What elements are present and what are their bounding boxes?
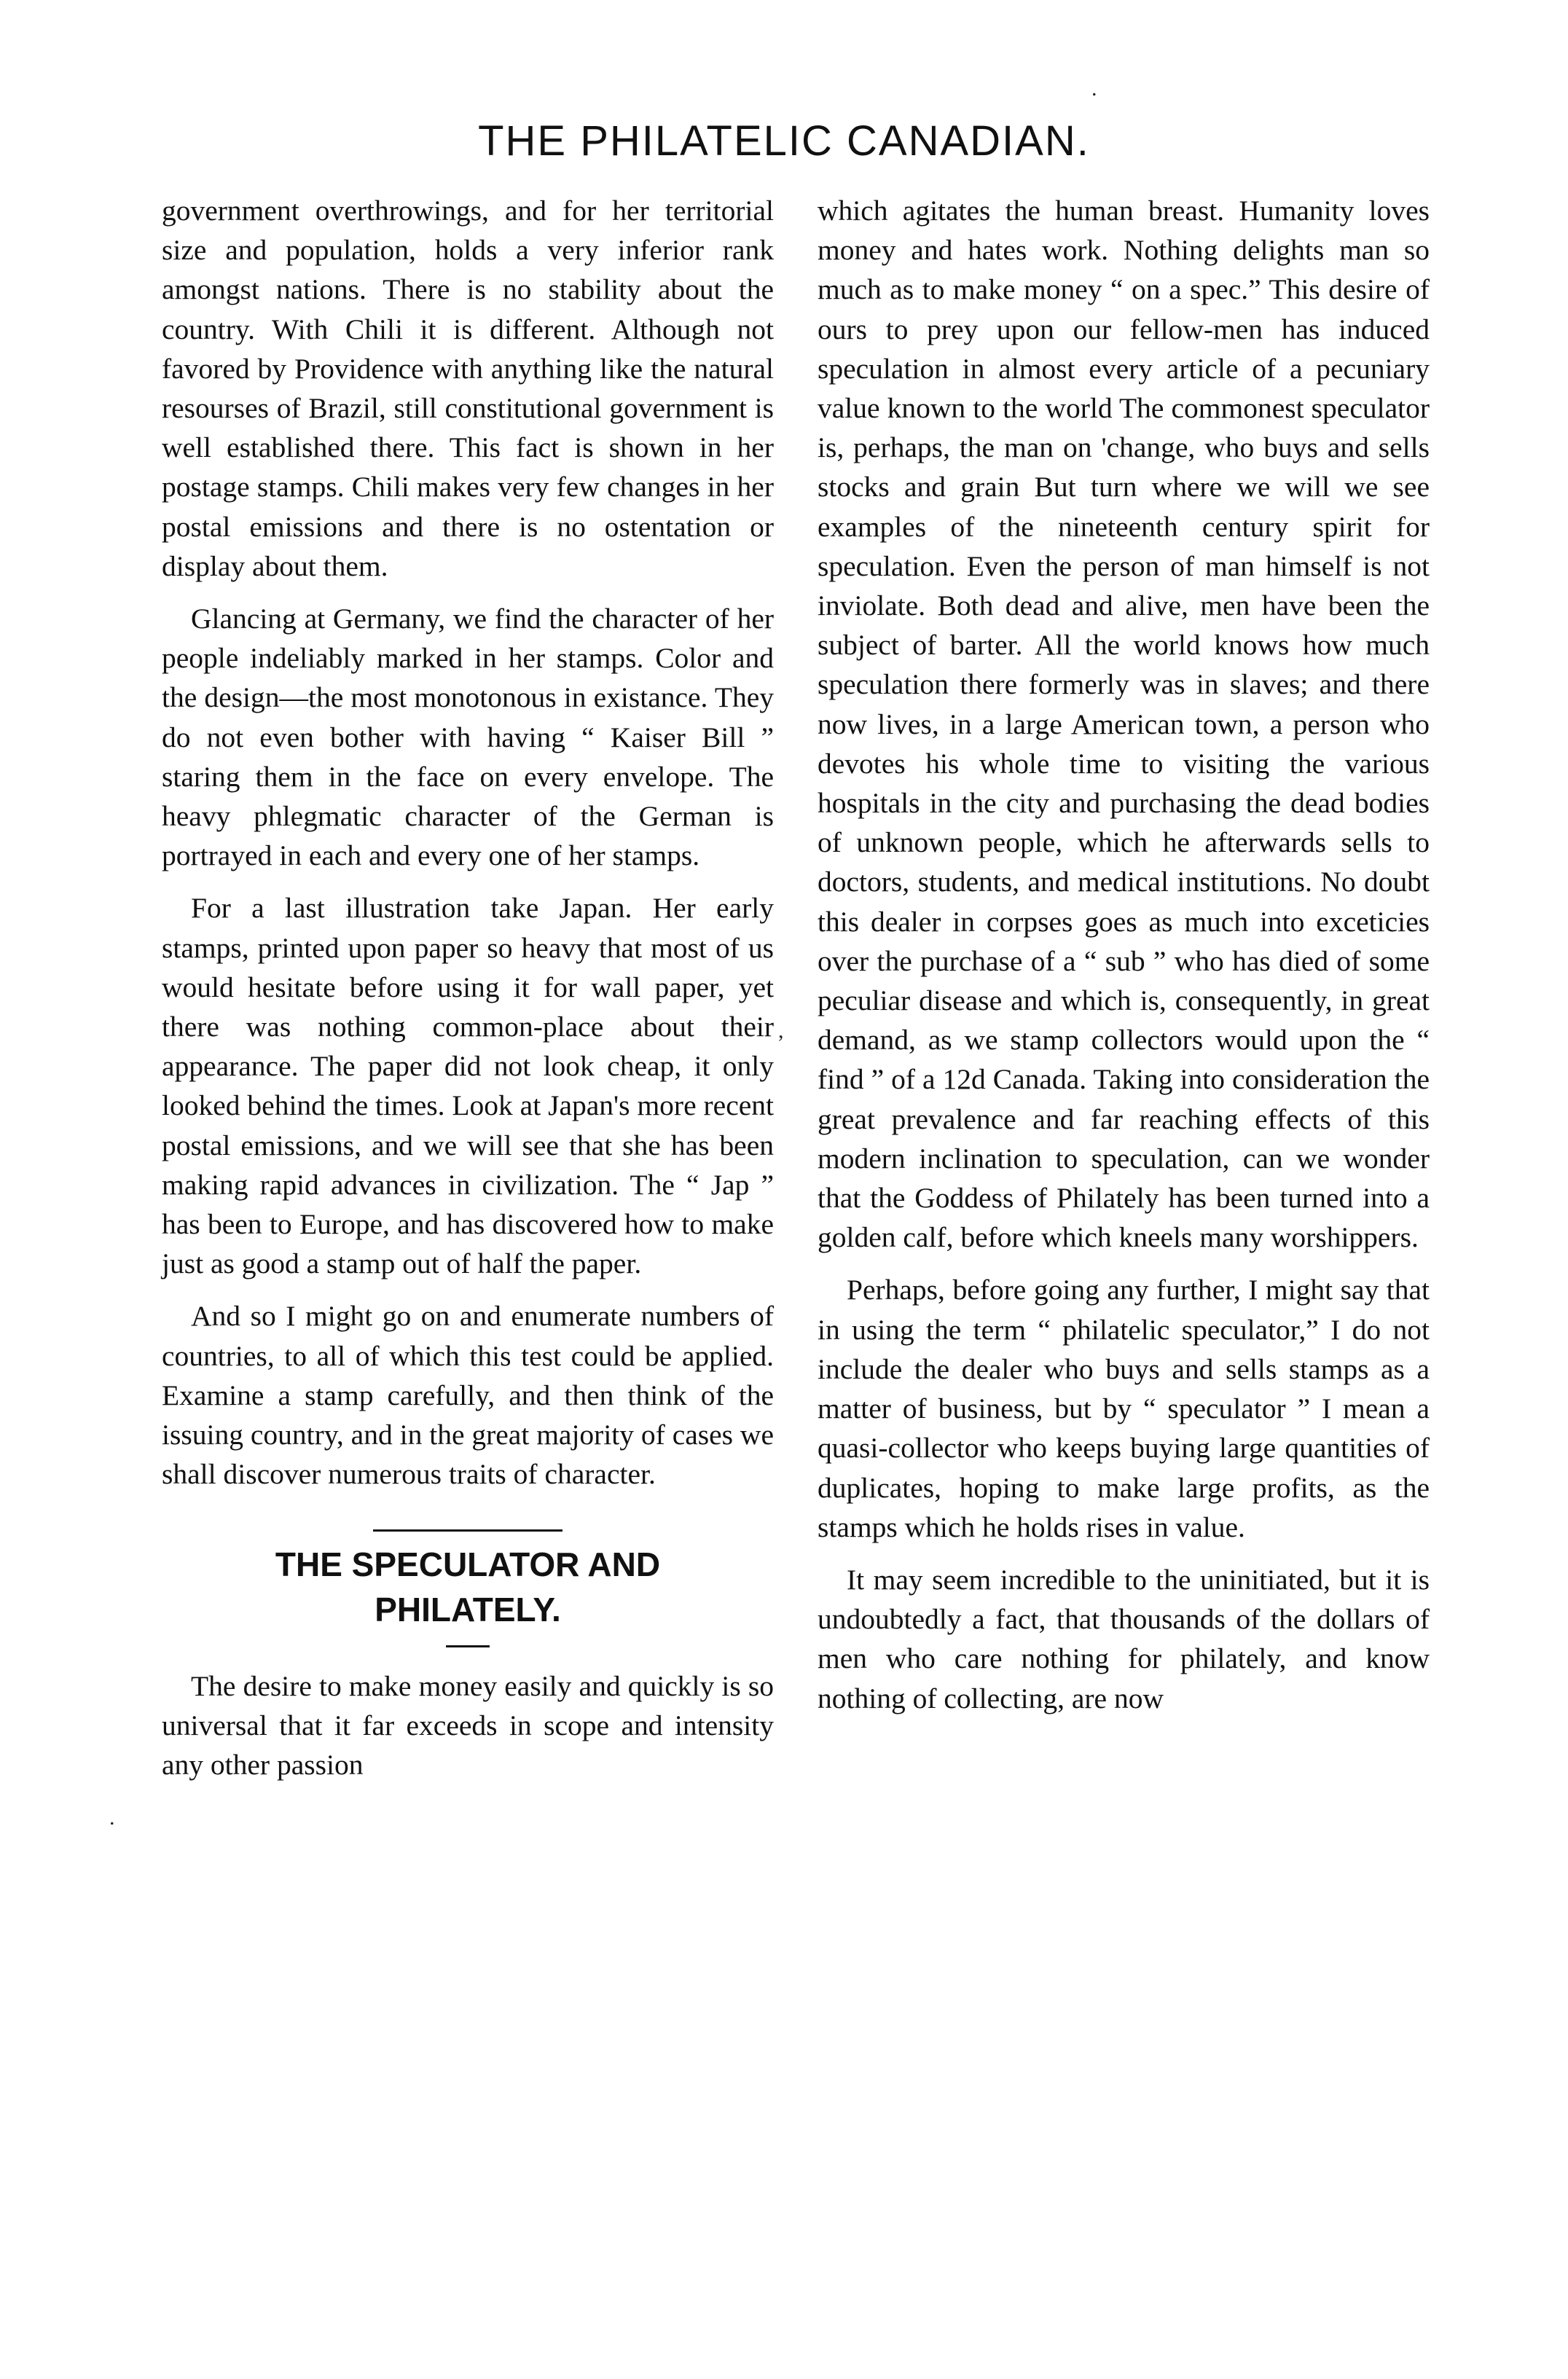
left-column: [162, 191, 774, 1784]
section-intro-paragraph: The desire to make money easily and quickly is so universal that it far exceeds in scope and intensity any other passion: [162, 1669, 774, 1781]
section-title-line-1: THE SPECULATOR AND: [275, 1545, 661, 1583]
paragraph: government overthrowings, and for her territorial size and population, holds a very inferior rank amongst nations. There is no stability about the country. With Chili it is different. Although not favored by Providence with anything like the natural resourses of Brazil, still constitutional government is well established there. This fact is shown in her postage stamps. Chili makes very few changes in her postal emissions and there is no ostentation or display about them.: [162, 195, 774, 582]
running-title: THE PHILATELIC CANADIAN.: [478, 117, 1090, 165]
section-divider: [373, 1529, 562, 1532]
paragraph: For a last illustration take Japan. Her early stamps, printed upon paper so heavy that most of us would hesitate before using it for wall paper, yet there was nothing common-place about their appearance. The paper did not look cheap, it only looked behind the times. Look at Japan's more recent postal emissions, and we will see that she has been making rapid advances in civilization. The “ Jap ” has been to Europe, and has discovered how to make just as good a stamp out of half the paper.: [162, 892, 774, 1280]
paragraph: which agitates the human breast. Humanity loves money and hates work. Nothing delights man so much as to make money “ on a spec.” This desire of ours to prey upon our fellow-men has induced speculation in almost every article of a pecuniary value known to the world The commonest speculator is, perhaps, the man on 'change, who buys and sells stocks and grain But turn where we will we see examples of the nineteenth century spirit for speculation. Even the person of man himself is not inviolate. Both dead and alive, men have been the subject of barter. All the world knows how much speculation there formerly was in slaves; and there now lives, in a large American town, a person who devotes his whole time to visiting the various hospitals in the city and purchasing the dead bodies of unknown people, which he afterwards sells to doctors, students, and medical institutions. No doubt this dealer in corpses goes as much into exceticies over the purchase of a “ sub ” who has died of some peculiar disease and which is, consequently, in great demand, as we stamp collectors would upon the “ find ” of a 12d Canada. Taking into consideration the great prevalence and far reaching effects of this modern inclination to speculation, can we wonder that the Goddess of Philately has been turned into a golden calf, before which kneels many worshippers.: [818, 195, 1430, 1254]
paragraph: And so I might go on and enumerate numbers of countries, to all of which this test could be applied. Examine a stamp carefully, and then think of the issuing country, and in the great majority of cases we shall discover numerous traits of character.: [162, 1300, 774, 1491]
section-title-line-2: PHILATELY.: [375, 1590, 561, 1629]
print-speck: .: [109, 1806, 115, 1830]
right-column: [818, 191, 1430, 1718]
title-divider: [446, 1645, 490, 1647]
print-speck: .: [1091, 77, 1097, 101]
paragraph: Perhaps, before going any further, I might say that in using the term “ philatelic speculator,” I do not include the dealer who buys and sells stamps as a matter of business, but by “ speculator ” I mean a quasi-collector who keeps buying large quantities of duplicates, hoping to make large profits, as the stamps which he holds rises in value.: [818, 1274, 1430, 1543]
paragraph: Glancing at Germany, we find the character of her people indeliably marked in her stamps. Color and the design—the most monotonous in existance. They do not even bother with having “ Kaiser Bill ” staring them in the face on every envelope. The heavy phlegmatic character of the German is portrayed in each and every one of her stamps.: [162, 603, 774, 872]
paragraph: It may seem incredible to the uninitiated, but it is undoubtedly a fact, that thousands of the dollars of men who care nothing for philately, and know nothing of collecting, are now: [818, 1563, 1430, 1714]
print-speck: ,: [778, 1019, 784, 1043]
